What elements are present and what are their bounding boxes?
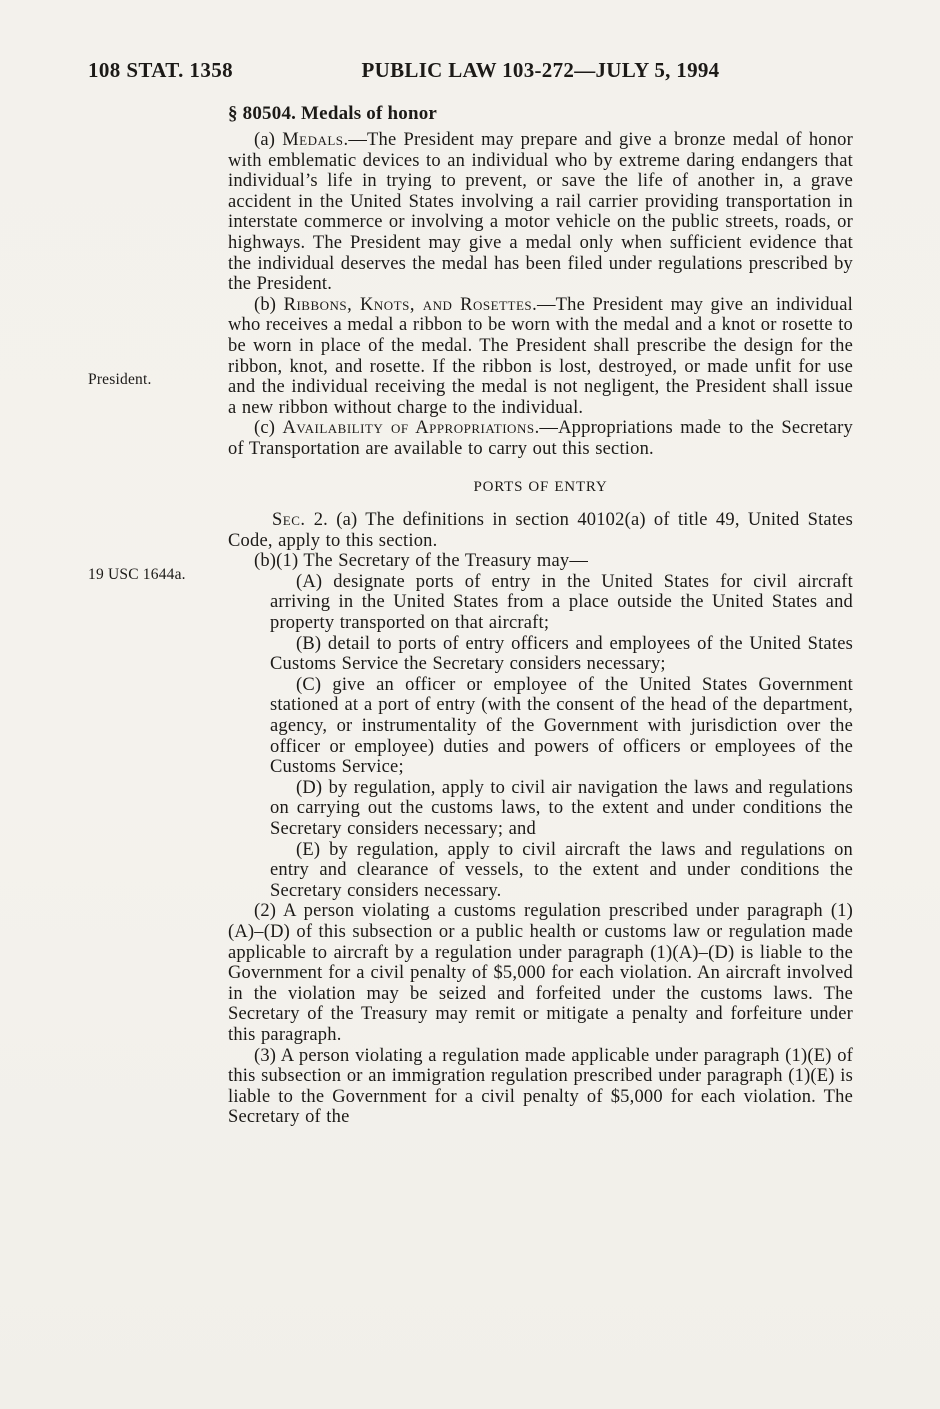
- section-heading: § 80504. Medals of honor: [228, 103, 438, 124]
- paragraph-b1-treasury: [228, 551, 853, 572]
- paragraph-c-appropriations: [228, 418, 853, 459]
- text-run: PORTS OF ENTRY: [473, 478, 608, 495]
- text-run: (B) detail to ports of entry officers and employees of the United States Customs Service the Secretary considers necessary;: [270, 633, 853, 675]
- text-run: (A) designate ports of entry in the United States for civil aircraft arriving in the United States from a place outside the United States and property transported on that aircraft;: [270, 571, 853, 634]
- subparagraph-E: [270, 840, 853, 902]
- paragraph-container: [228, 130, 853, 1128]
- text-run: .—The President may give an individual who receives a medal a ribbon to be worn with the medal and a knot or rosette to be worn in place of the medal. The President shall prescribe the design for the ribbon, knot, and rosette. If the ribbon is lost, destroyed, or made unfit for use and the individual receiving the medal is not negligent, the President shall issue a new ribbon without charge to the individual.: [228, 294, 853, 418]
- text-run: (E) by regulation, apply to civil aircraft the laws and regulations on entry and clearance of vessels, to the extent and under conditions the Secretary considers necessary.: [270, 839, 853, 901]
- ports-of-entry-heading: [228, 477, 853, 498]
- text-run: (c): [254, 418, 283, 439]
- text-run: (b): [254, 294, 284, 315]
- margin-note: President.: [88, 371, 152, 388]
- margin-note: 19 USC 1644a.: [88, 566, 186, 583]
- public-law-header: PUBLIC LAW 103-272—JULY 5, 1994: [361, 58, 720, 82]
- paragraph-3-penalty: [228, 1046, 853, 1128]
- text-run: (D) by regulation, apply to civil air navigation the laws and regulations on carrying out the customs laws, to the extent and under conditions the Secretary considers necessary; and: [270, 777, 853, 839]
- body-column: [228, 103, 853, 1128]
- text-run: 2. (a) The definitions in section 40102(a) of title 49, United States Code, apply to this section.: [228, 510, 853, 551]
- text-run: (b)(1) The Secretary of the Treasury may—: [254, 551, 589, 572]
- text-run: Medals: [282, 130, 344, 150]
- subparagraph-A: [270, 572, 853, 634]
- text-run: Sec.: [272, 510, 306, 531]
- text-run: .—Appropriations made to the Secretary of Transportation are available to carry out this section.: [228, 418, 853, 459]
- paragraph-a-medals: [228, 130, 853, 295]
- subparagraph-B: [270, 634, 853, 675]
- text-run: .—The President may prepare and give a bronze medal of honor with emblematic devices to an individual who by extreme daring endangers that individual’s life in trying to prevent, or save the life of another in, a grave accident in the United States involving a rail carrier providing transportation in interstate commerce or involving a motor vehicle on the public streets, roads, or highways. The President may give a medal only when sufficient evidence that the individual deserves the medal has been filed under regulations prescribed by the President.: [228, 130, 853, 295]
- text-run: Availability of Appropriations: [282, 418, 535, 439]
- subparagraph-C: [270, 675, 853, 778]
- text-run: Ribbons, Knots, and Rosettes: [283, 294, 533, 315]
- paragraph-b-ribbons: [228, 295, 853, 419]
- sec-2-paragraph: [228, 510, 853, 551]
- text-run: (C) give an officer or employee of the United States Government stationed at a port of entry (with the consent of the head of the department, agency, or instrumentality of the Government with jurisdiction over the officer or employee) duties and powers of officers or employees of the Customs Service;: [270, 674, 853, 778]
- text-run: (2) A person violating a customs regulation prescribed under paragraph (1)(A)–(D) of this subsection or a public health or customs law or regulation made applicable to aircraft by a regulation under paragraph (1)(A)–(D) is liable to the Government for a civil penalty of $5,000 for each violation. An aircraft involved in the violation may be seized and forfeited under the customs laws. The Secretary of the Treasury may remit or mitigate a penalty and forfeiture under this paragraph.: [228, 901, 853, 1045]
- text-run: (a): [254, 130, 283, 150]
- paragraph-2-penalty: [228, 901, 853, 1045]
- statute-page-number: 108 STAT. 1358: [88, 58, 234, 82]
- text-run: (3) A person violating a regulation made applicable under paragraph (1)(E) of this subsection or an immigration regulation prescribed under paragraph (1)(E) is liable to the Government for a civil penalty of $5,000 for each violation. The Secretary of the: [228, 1045, 853, 1128]
- subparagraph-D: [270, 778, 853, 840]
